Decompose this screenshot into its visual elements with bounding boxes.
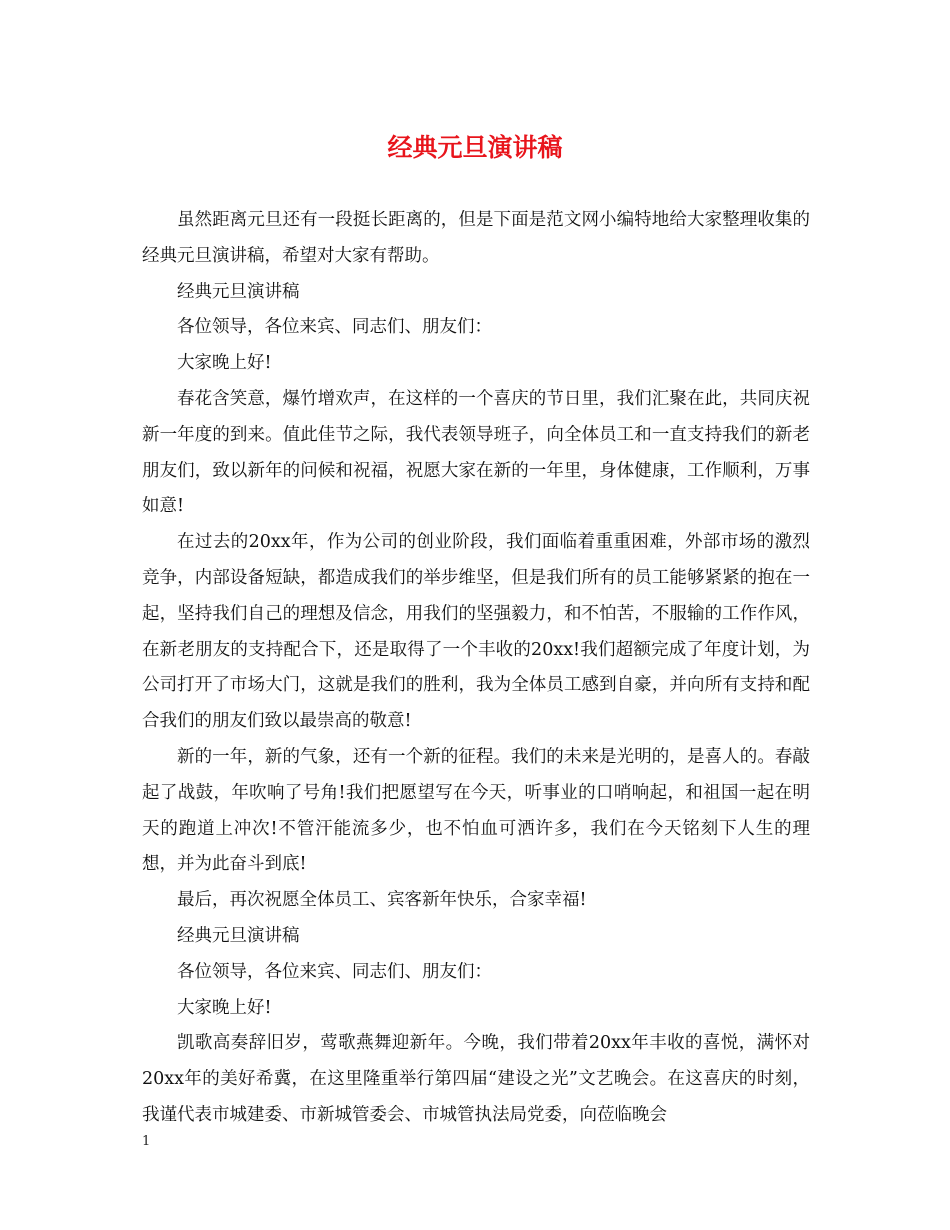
paragraph: 经典元旦演讲稿 bbox=[177, 281, 300, 302]
paragraph: 最后，再次祝愿全体员工、宾客新年快乐，合家幸福! bbox=[177, 890, 587, 911]
paragraph: 大家晚上好! bbox=[177, 353, 272, 374]
paragraph: 在过去的20xx年，作为公司的创业阶段，我们面临着重重困难，外部市场的激烈竞争，内部设备短缺，都造成我们的举步维坚，但是我们所有的员工能够紧紧的抱在一起，坚持我们自己的理想及信念，用我们的坚强毅力，和不怕苦，不服输的工作作风，在新老朋友的支持配合下，还是取得了一个丰收的20xx!我们超额完成了年度计划，为公司打开了市场大门，这就是我们的胜利，我为全体员工感到自豪，并向所有支持和配合我们的朋友们致以最崇高的敬意! bbox=[142, 532, 810, 732]
document-title: 经典元旦演讲稿 bbox=[387, 133, 563, 162]
paragraph: 虽然距离元旦还有一段挺长距离的，但是下面是范文网小编特地给大家整理收集的经典元旦演讲稿，希望对大家有帮助。 bbox=[142, 210, 810, 266]
paragraph: 经典元旦演讲稿 bbox=[177, 925, 300, 946]
page-number: 1 bbox=[142, 1134, 151, 1149]
paragraph: 各位领导，各位来宾、同志们、朋友们： bbox=[177, 961, 492, 982]
document-body bbox=[142, 203, 810, 1134]
paragraph: 各位领导，各位来宾、同志们、朋友们： bbox=[177, 317, 492, 338]
paragraph: 凯歌高奏辞旧岁，莺歌燕舞迎新年。今晚，我们带着20xx年丰收的喜悦，满怀对20xx年的美好希冀，在这里隆重举行第四届“建设之光”文艺晚会。在这喜庆的时刻，我谨代表市城建委、市新城管委会、市城管执法局党委，向莅临晚会 bbox=[142, 1033, 810, 1125]
paragraph: 新的一年，新的气象，还有一个新的征程。我们的未来是光明的，是喜人的。春敲起了战鼓，年吹响了号角!我们把愿望写在今天，听事业的口哨响起，和祖国一起在明天的跑道上冲次!不管汗能流多少，也不怕血可洒许多，我们在今天铭刻下人生的理想，并为此奋斗到底! bbox=[142, 746, 810, 875]
paragraph: 春花含笑意，爆竹增欢声，在这样的一个喜庆的节日里，我们汇聚在此，共同庆祝新一年度的到来。值此佳节之际，我代表领导班子，向全体员工和一直支持我们的新老朋友们，致以新年的问候和祝福，祝愿大家在新的一年里，身体健康，工作顺利，万事如意! bbox=[142, 388, 810, 517]
paragraph: 大家晚上好! bbox=[177, 997, 272, 1018]
